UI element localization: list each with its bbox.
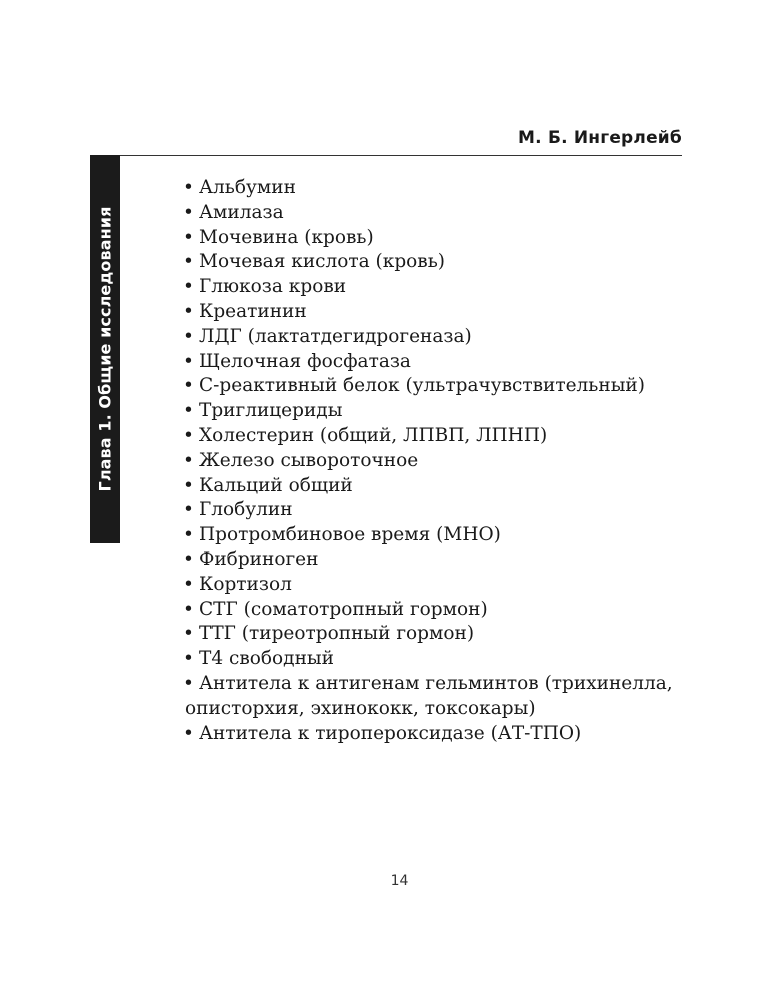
- list-item: [183, 399, 713, 424]
- list-item-text: СТГ (соматотропный гормон): [199, 598, 488, 620]
- test-list: [183, 176, 713, 746]
- list-item: [183, 722, 713, 747]
- list-item: [183, 449, 713, 474]
- bullet: •: [183, 524, 194, 546]
- bullet: •: [183, 499, 194, 521]
- list-item-text: Креатинин: [199, 300, 307, 322]
- list-item: [183, 523, 713, 548]
- bullet: •: [183, 177, 194, 198]
- list-item: [183, 250, 713, 275]
- list-item: [183, 325, 713, 350]
- list-item: [183, 275, 713, 300]
- list-item-text: Холестерин (общий, ЛПВП, ЛПНП): [199, 424, 548, 446]
- bullet: •: [183, 350, 194, 372]
- list-item-text: Железо сывороточное: [199, 449, 419, 471]
- list-item-text: Мочевая кислота (кровь): [199, 251, 446, 273]
- bullet: •: [183, 251, 194, 273]
- bullet: •: [183, 300, 194, 322]
- list-item-text: Амилаза: [199, 201, 284, 223]
- bullet: •: [183, 400, 194, 422]
- bullet: •: [183, 474, 194, 496]
- list-item: [183, 350, 713, 375]
- list-item-text: С-реактивный белок (ультрачувствительный): [199, 375, 645, 397]
- bullet: •: [183, 201, 194, 223]
- list-item-text: Протромбиновое время (МНО): [199, 524, 501, 546]
- bullet: •: [183, 648, 194, 670]
- list-item: [183, 374, 713, 399]
- list-item-text: Антитела к тиропероксидазе (АТ-ТПО): [199, 722, 582, 744]
- bullet: •: [183, 722, 194, 744]
- list-item-wrapped: [183, 672, 703, 722]
- list-item-text: Кальций общий: [199, 474, 353, 496]
- list-item: [183, 226, 713, 251]
- list-item: [183, 498, 713, 523]
- list-item-text: Кортизол: [199, 573, 292, 595]
- bullet: •: [183, 424, 194, 446]
- bullet: •: [183, 449, 194, 471]
- list-item: [183, 424, 713, 449]
- chapter-tab-label: Глава 1. Общие исследования: [95, 206, 115, 492]
- chapter-tab: [90, 155, 120, 543]
- page-number: 14: [390, 873, 409, 889]
- bullet: •: [183, 375, 194, 397]
- list-item-text-line2: описторхия, эхинококк, токсокары): [185, 697, 536, 719]
- bullet: •: [183, 573, 194, 595]
- list-item-text-line1: Антитела к антигенам гельминтов (трихинелла,: [199, 672, 673, 694]
- list-item: [183, 548, 713, 573]
- list-item-text: Мочевина (кровь): [199, 226, 374, 248]
- list-item-text: Триглицериды: [199, 400, 343, 422]
- list-item: [183, 300, 713, 325]
- running-head-author: М. Б. Ингерлейб: [518, 128, 682, 148]
- list-item-text: ТТГ (тиреотропный гормон): [199, 623, 475, 645]
- list-item-text: Глобулин: [199, 499, 293, 521]
- list-item-text: ЛДГ (лактатдегидрогеназа): [199, 325, 472, 347]
- list-item: [183, 598, 713, 623]
- list-item-text: Т4 свободный: [199, 648, 334, 670]
- list-item: [183, 474, 713, 499]
- header-rule: [90, 155, 682, 156]
- bullet: •: [183, 276, 194, 298]
- list-item: [183, 647, 713, 672]
- list-item-text: Фибриноген: [199, 548, 319, 570]
- bullet: •: [183, 672, 194, 694]
- list-item: [183, 201, 713, 226]
- bullet: •: [183, 325, 194, 347]
- bullet: •: [183, 548, 194, 570]
- list-item-text: Щелочная фосфатаза: [199, 350, 411, 372]
- list-item: [183, 573, 713, 598]
- list-item-text: Альбумин: [199, 177, 296, 198]
- bullet: •: [183, 598, 194, 620]
- list-item: [183, 622, 713, 647]
- bullet: •: [183, 226, 194, 248]
- list-item-text: Глюкоза крови: [199, 276, 347, 298]
- list-item: [183, 176, 713, 201]
- bullet: •: [183, 623, 194, 645]
